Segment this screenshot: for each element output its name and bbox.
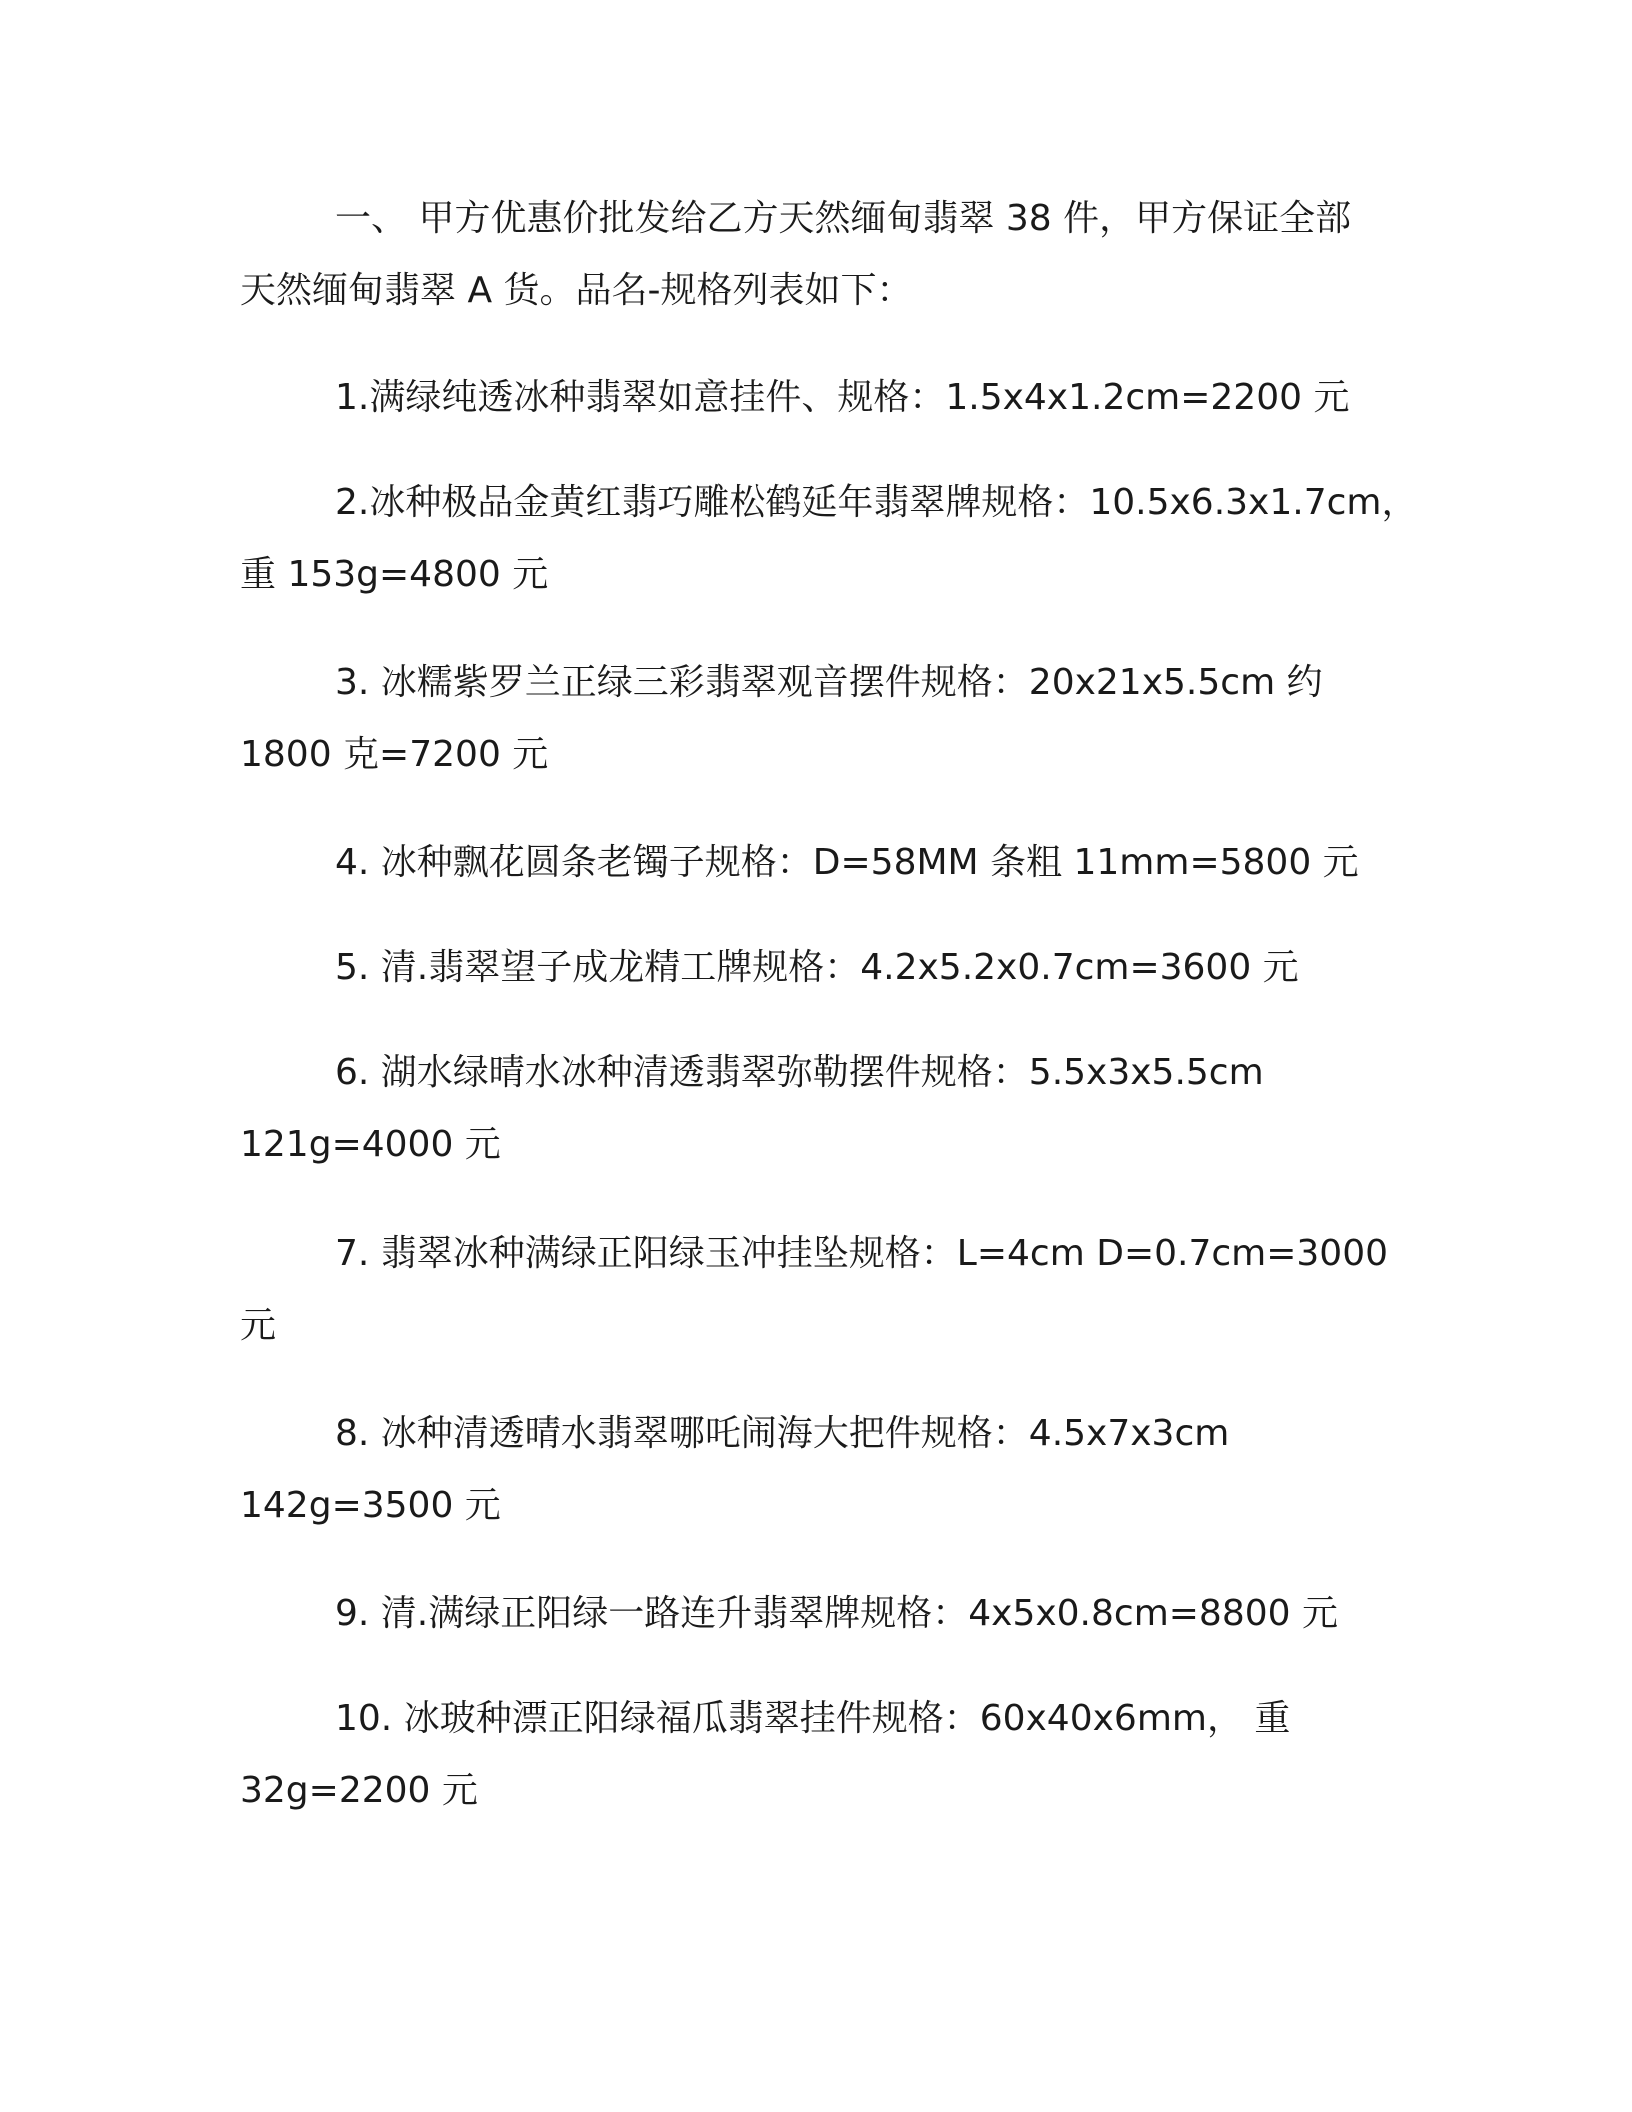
item-line-1: 9. 清.满绿正阳绿一路连升翡翠牌规格：4x5x0.8cm=8800 元	[335, 1593, 1338, 1634]
list-item	[240, 1218, 1430, 1362]
list-item	[240, 932, 1430, 1004]
list-item	[240, 1398, 1430, 1542]
item-line-1: 5. 清.翡翠望子成龙精工牌规格：4.2x5.2x0.7cm=3600 元	[335, 947, 1299, 988]
item-line-2: 重 153g=4800 元	[240, 554, 549, 595]
list-item	[240, 647, 1430, 791]
list-item	[240, 467, 1430, 611]
item-line-1: 6. 湖水绿晴水冰种清透翡翠弥勒摆件规格：5.5x3x5.5cm	[335, 1052, 1264, 1093]
intro-paragraph	[240, 183, 1430, 327]
item-line-1: 1.满绿纯透冰种翡翠如意挂件、规格：1.5x4x1.2cm=2200 元	[335, 377, 1350, 418]
item-line-2: 121g=4000 元	[240, 1124, 501, 1165]
item-line-1: 3. 冰糯紫罗兰正绿三彩翡翠观音摆件规格：20x21x5.5cm 约	[335, 662, 1323, 703]
intro-line-1: 一、 甲方优惠价批发给乙方天然缅甸翡翠 38 件，甲方保证全部	[335, 198, 1352, 239]
item-line-1: 8. 冰种清透晴水翡翠哪吒闹海大把件规格：4.5x7x3cm	[335, 1413, 1230, 1454]
item-line-1: 4. 冰种飘花圆条老镯子规格：D=58MM 条粗 11mm=5800 元	[335, 842, 1359, 883]
list-item	[240, 1578, 1430, 1650]
item-line-1: 7. 翡翠冰种满绿正阳绿玉冲挂坠规格：L=4cm D=0.7cm=3000	[335, 1233, 1389, 1274]
intro-line-2: 天然缅甸翡翠 A 货。品名-规格列表如下：	[240, 270, 913, 311]
list-item	[240, 827, 1430, 899]
list-item	[240, 1037, 1430, 1181]
item-line-2: 142g=3500 元	[240, 1485, 501, 1526]
item-line-2: 32g=2200 元	[240, 1770, 478, 1811]
item-line-1: 2.冰种极品金黄红翡巧雕松鹤延年翡翠牌规格：10.5x6.3x1.7cm，	[335, 482, 1418, 523]
list-item	[240, 362, 1430, 434]
item-line-1: 10. 冰玻种漂正阳绿福瓜翡翠挂件规格：60x40x6mm， 重	[335, 1698, 1291, 1739]
item-line-2: 元	[240, 1305, 277, 1346]
list-item	[240, 1683, 1430, 1827]
item-line-2: 1800 克=7200 元	[240, 734, 549, 775]
